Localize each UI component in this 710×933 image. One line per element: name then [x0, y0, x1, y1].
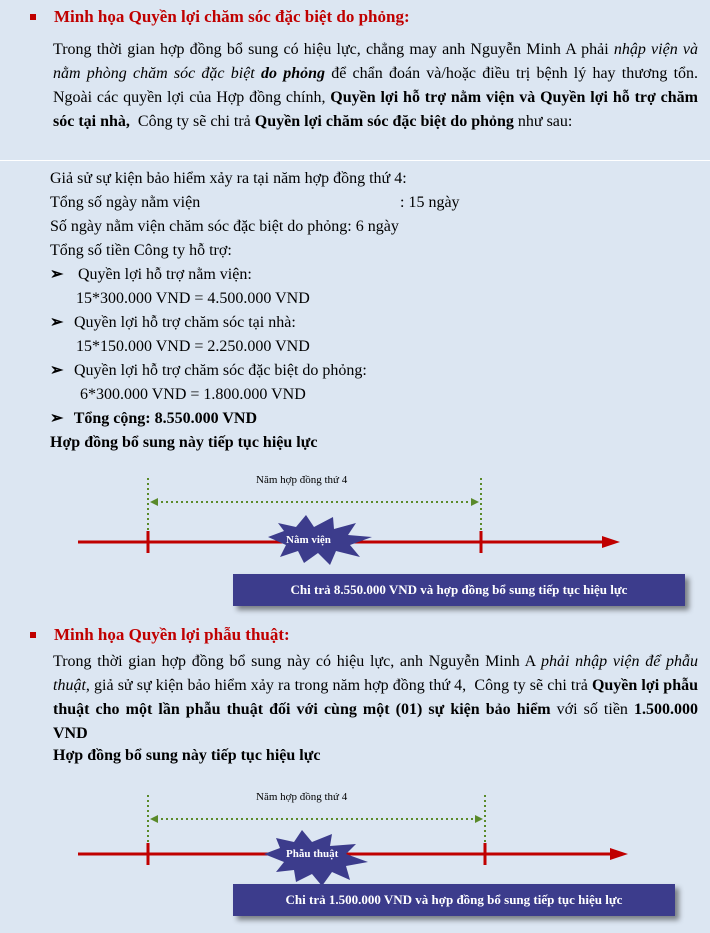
timeline-arrowhead-icon: [610, 848, 628, 860]
calc-label: Tổng số ngày nằm viện: [50, 194, 201, 211]
section1-heading-text: Minh họa Quyền lợi chăm sóc đặc biệt do phỏng:: [54, 7, 410, 26]
total-text: Tổng cộng: 8.550.000 VND: [73, 410, 257, 427]
para-text: để chẩn đoán và/hoặc điều trị bệnh lý hay thương tổn. Ngoài các quyền lợi của Hợp đồng chính,: [53, 65, 699, 106]
total-line: [50, 407, 650, 431]
para-bold: Quyền lợi hỗ trợ nằm viện và Quyền lợi hỗ trợ chăm sóc tại nhà,: [53, 89, 699, 130]
bullet-icon: [30, 14, 36, 20]
calc-line: Tổng số tiền Công ty hỗ trợ:: [50, 242, 232, 259]
benefit-item: [50, 311, 650, 335]
para-text: , giả sử sự kiện bảo hiểm xảy ra trong năm hợp đồng thứ 4, Công ty sẽ chi trả: [85, 677, 592, 694]
span-arrow-left-icon: [150, 815, 158, 823]
para-bold: Quyền lợi phẫu thuật cho một lần phẫu thuật đối với cùng một (01) sự kiện bảo hiểm: [53, 677, 699, 718]
continue-line: Hợp đồng bổ sung này tiếp tục hiệu lực: [53, 747, 321, 764]
span-arrow-right-icon: [475, 815, 483, 823]
section1-paragraph: [53, 38, 698, 134]
event-label: Phẫu thuật: [286, 848, 339, 860]
span-arrow-left-icon: [150, 498, 158, 506]
span-arrow-right-icon: [471, 498, 479, 506]
para-italic: phải nhập viện để phẫu thuật: [53, 653, 699, 694]
bullet-icon: [30, 632, 36, 638]
timeline-arrowhead-icon: [602, 536, 620, 548]
section1-heading: [30, 7, 410, 27]
section2-paragraph: [53, 650, 698, 746]
benefit-item: [50, 359, 650, 383]
arrow-bullet-icon: ➢: [50, 362, 64, 379]
benefit-label: Quyền lợi hỗ trợ chăm sóc đặc biệt do phỏng:: [74, 362, 367, 379]
benefit-calc: 15*300.000 VND = 4.500.000 VND: [76, 290, 310, 307]
benefit-calc: 15*150.000 VND = 2.250.000 VND: [76, 338, 310, 355]
benefit-item: [50, 263, 650, 287]
para-text: Trong thời gian hợp đồng bổ sung có hiệu lực, chẳng may anh Nguyễn Minh A phải: [53, 41, 614, 58]
calc-value: : 15 ngày: [400, 194, 460, 211]
benefit-label: Quyền lợi hỗ trợ nằm viện:: [78, 266, 252, 283]
arrow-bullet-icon: ➢: [50, 266, 64, 283]
section2-heading: [30, 625, 290, 645]
para-italic: nhập viện và nằm phòng chăm sóc đặc biệt: [53, 41, 699, 82]
calc-line: Giả sử sự kiện bảo hiểm xảy ra tại năm hợp đồng thứ 4:: [50, 170, 407, 187]
benefit-label: Quyền lợi hỗ trợ chăm sóc tại nhà:: [74, 314, 296, 331]
para-text: Công ty sẽ chi trả: [129, 113, 255, 130]
para-bold-italic: do phỏng: [260, 65, 325, 82]
payout-box-1: Chi trả 8.550.000 VND và hợp đồng bổ sung tiếp tục hiệu lực: [233, 574, 685, 606]
section2-heading-text: Minh họa Quyền lợi phẫu thuật:: [54, 625, 290, 644]
para-bold: 1.500.000 VND: [53, 701, 699, 742]
payout-box-2: Chi trả 1.500.000 VND và hợp đồng bổ sung tiếp tục hiệu lực: [233, 884, 675, 916]
arrow-bullet-icon: ➢: [50, 410, 64, 427]
event-label: Nằm viện: [286, 534, 331, 546]
section1-calculation: [50, 167, 650, 455]
continue-line: Hợp đồng bổ sung này tiếp tục hiệu lực: [50, 434, 318, 451]
para-text: với số tiền: [550, 701, 635, 718]
arrow-bullet-icon: ➢: [50, 314, 64, 331]
calc-line: [50, 191, 650, 215]
span-label: Năm hợp đồng thứ 4: [256, 474, 348, 486]
para-bold: Quyền lợi chăm sóc đặc biệt do phỏng: [254, 113, 514, 130]
calc-line: Số ngày nằm viện chăm sóc đặc biệt do phỏng: 6 ngày: [50, 218, 399, 235]
para-text: Trong thời gian hợp đồng bổ sung này có hiệu lực, anh Nguyễn Minh A: [53, 653, 541, 670]
section-divider: [0, 160, 710, 161]
benefit-calc: 6*300.000 VND = 1.800.000 VND: [80, 386, 306, 403]
span-label: Năm hợp đồng thứ 4: [256, 791, 348, 803]
para-text: như sau:: [513, 113, 573, 130]
